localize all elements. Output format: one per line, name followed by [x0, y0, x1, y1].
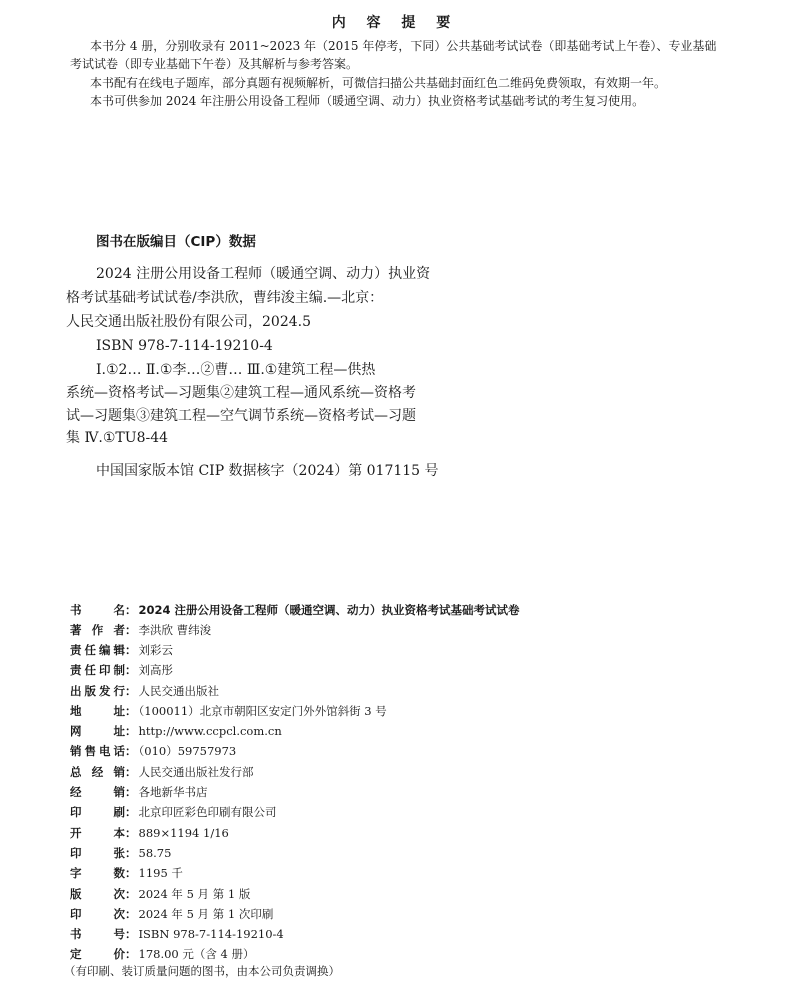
row-label: 出版发行 [70, 684, 125, 698]
row-value: （100011）北京市朝阳区安定门外外馆斜街 3 号 [138, 704, 387, 718]
row-label: 总经销 [70, 765, 125, 779]
row-label: 定价 [70, 947, 125, 961]
colophon-row-printer: 印刷： 北京印匠彩色印刷有限公司 [70, 805, 277, 819]
row-label: 版次 [70, 887, 125, 901]
colophon-row-edition: 版次： 2024 年 5 月 第 1 版 [70, 887, 251, 901]
summary-paragraph-3: 本书可供参加 2024 年注册公用设备工程师（暖通空调、动力）执业资格考试基础考试的考生复习使用。 [90, 94, 645, 108]
cip-line: 试—习题集③建筑工程—空气调节系统—资格考试—习题 [66, 408, 416, 424]
colophon-row-format: 开本： 889×1194 1/16 [70, 826, 229, 840]
row-label: 责任编辑 [70, 643, 125, 657]
row-value: 58.75 [138, 846, 172, 860]
colophon-row-print-manager: 责任印制： 刘高彤 [70, 663, 173, 677]
colophon-row-retailer: 经销： 各地新华书店 [70, 785, 208, 799]
row-label: 印刷 [70, 805, 125, 819]
row-label: 地址 [70, 704, 125, 718]
colophon-row-website: 网址： http://www.ccpcl.com.cn [70, 724, 282, 738]
quality-footnote: （有印刷、装订质量问题的图书，由本公司负责调换） [64, 964, 340, 978]
row-value: 刘高彤 [138, 663, 173, 677]
cip-line: 2024 注册公用设备工程师（暖通空调、动力）执业资 [96, 266, 431, 282]
row-label: 印次 [70, 907, 125, 921]
summary-paragraph-1-line-2: 考试试卷（即专业基础下午卷）及其解析与参考答案。 [70, 57, 359, 71]
cip-line: 系统—资格考试—习题集②建筑工程—通风系统—资格考 [66, 385, 416, 401]
cip-line: 人民交通出版社股份有限公司，2024.5 [66, 314, 311, 330]
row-value: 各地新华书店 [138, 785, 208, 799]
cip-record-number: 中国国家版本馆 CIP 数据核字（2024）第 017115 号 [96, 463, 439, 479]
colophon-row-printing: 印次： 2024 年 5 月 第 1 次印刷 [70, 907, 274, 921]
row-value: （010）59757973 [138, 744, 237, 758]
row-label: 字数 [70, 866, 125, 880]
row-value: 2024 年 5 月 第 1 次印刷 [138, 907, 274, 921]
cip-line: Ⅰ.①2… Ⅱ.①李…②曹… Ⅲ.①建筑工程—供热 [96, 362, 376, 378]
colophon-row-title: 书名： 2024 注册公用设备工程师（暖通空调、动力）执业资格考试基础考试试卷 [70, 603, 520, 617]
row-value: http://www.ccpcl.com.cn [138, 724, 282, 738]
row-value: 178.00 元（含 4 册） [138, 947, 255, 961]
row-value: 889×1194 1/16 [138, 826, 229, 840]
row-value: 人民交通出版社 [138, 684, 219, 698]
cip-heading: 图书在版编目（CIP）数据 [96, 234, 256, 250]
cip-line: 集 Ⅳ.①TU8-44 [66, 430, 169, 446]
row-value: 2024 注册公用设备工程师（暖通空调、动力）执业资格考试基础考试试卷 [138, 603, 520, 617]
row-label: 责任印制 [70, 663, 125, 677]
summary-paragraph-1-line-1: 本书分 4 册，分别收录有 2011~2023 年（2015 年停考，下同）公共基础考试试卷（即基础考试上午卷）、专业基础 [90, 39, 717, 53]
cip-line: 格考试基础考试试卷/李洪欣，曹纬浚主编.—北京： [66, 290, 384, 306]
row-label: 经销 [70, 785, 125, 799]
row-label: 销售电话 [70, 744, 125, 758]
row-label: 书名 [70, 603, 125, 617]
row-value: 刘彩云 [138, 643, 173, 657]
row-label: 著作者 [70, 623, 125, 637]
row-label: 书号 [70, 927, 125, 941]
colophon-row-sheets: 印张： 58.75 [70, 846, 172, 860]
row-label: 开本 [70, 826, 125, 840]
row-value: 李洪欣 曹纬浚 [138, 623, 212, 637]
row-label: 网址 [70, 724, 125, 738]
colophon-row-price: 定价： 178.00 元（含 4 册） [70, 947, 255, 961]
row-value: 人民交通出版社发行部 [138, 765, 254, 779]
row-value: ISBN 978-7-114-19210-4 [138, 927, 284, 941]
row-label: 印张 [70, 846, 125, 860]
colophon-row-editor: 责任编辑： 刘彩云 [70, 643, 173, 657]
row-value: 1195 千 [138, 866, 183, 880]
cip-isbn: ISBN 978-7-114-19210-4 [96, 338, 273, 354]
colophon-row-word-count: 字数： 1195 千 [70, 866, 183, 880]
colophon-row-author: 著作者： 李洪欣 曹纬浚 [70, 623, 212, 637]
colophon-row-distributor: 总经销： 人民交通出版社发行部 [70, 765, 254, 779]
row-value: 2024 年 5 月 第 1 版 [138, 887, 251, 901]
summary-paragraph-2: 本书配有在线电子题库，部分真题有视频解析，可微信扫描公共基础封面红色二维码免费领取，有效期一年。 [90, 76, 667, 90]
colophon-row-sales-phone: 销售电话： （010）59757973 [70, 744, 237, 758]
colophon-row-publisher: 出版发行： 人民交通出版社 [70, 684, 219, 698]
summary-title: 内 容 提 要 [331, 15, 459, 31]
row-value: 北京印匠彩色印刷有限公司 [138, 805, 277, 819]
colophon-row-address: 地址： （100011）北京市朝阳区安定门外外馆斜街 3 号 [70, 704, 387, 718]
colophon-row-isbn: 书号： ISBN 978-7-114-19210-4 [70, 927, 284, 941]
